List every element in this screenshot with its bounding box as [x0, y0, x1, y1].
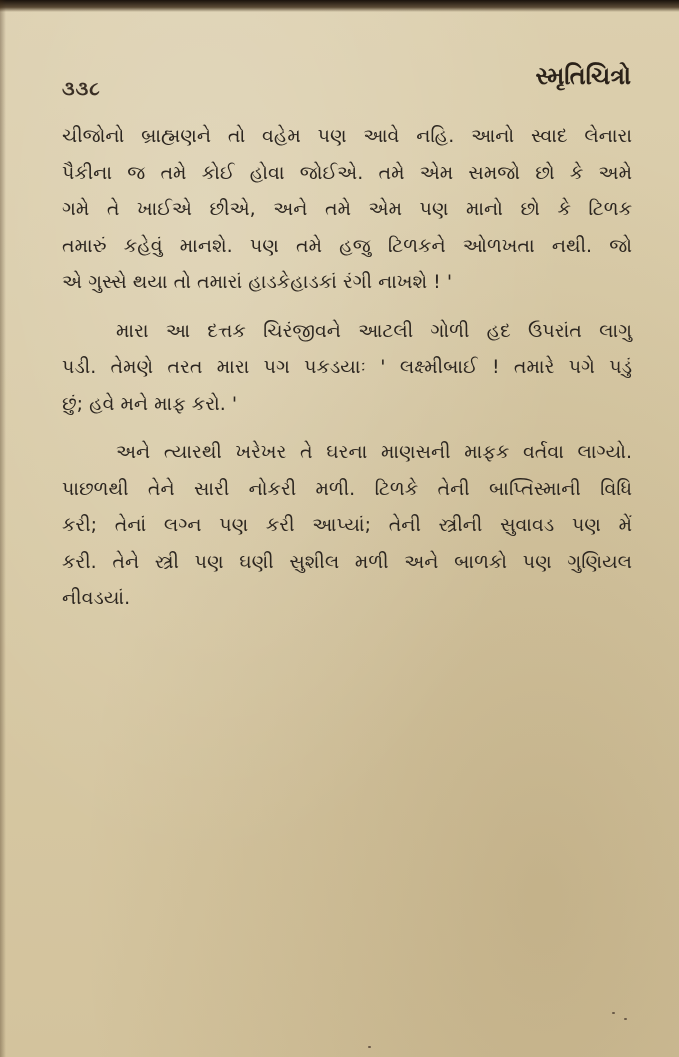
paragraph-3: [62, 434, 632, 617]
paper-speck: [368, 1046, 371, 1048]
text-line: ગમે તે ખાઈએ છીએ, અને તમે એમ પણ માનો છો કે ટિળક: [62, 198, 632, 220]
paragraph-1: [62, 118, 632, 301]
paper-speck: [612, 1012, 615, 1014]
text-line: પૈકીના જ તમે કોઈ હોવા જોઈએ. તમે એમ સમજો છો કે અમે: [62, 161, 632, 184]
page-left-shadow: [0, 0, 6, 1057]
text-line: ચીજોનો બ્રાહ્મણને તો વહેમ પણ આવે નહિ. આનો સ્વાદ લેનારા: [62, 125, 632, 147]
text-line: નીવડયાં.: [62, 587, 131, 609]
text-line: પાછળથી તેને સારી નોકરી મળી. ટિળકે તેની બાપ્તિસ્માની વિધિ: [62, 477, 632, 500]
text-line: મારા આ દત્તક ચિરંજીવને આટલી ગોળી હદ ઉપરાંત લાગુ: [116, 319, 632, 342]
text-line: એ ગુસ્સે થયા તો તમારાં હાડકેહાડકાં રંગી નાખશે ! ': [62, 271, 453, 293]
page-number: ૩૩૮: [62, 78, 101, 100]
paragraph-2: [62, 313, 632, 423]
paper-speck: [624, 1018, 627, 1020]
text-line: પડી. તેમણે તરત મારા પગ પકડયાઃ ' લક્ષ્મીબાઈ ! તમારે પગે પડું: [62, 356, 632, 378]
text-line: છું; હવે મને માફ કરો. ': [62, 392, 238, 415]
text-line: કરી. તેને સ્ત્રી પણ ઘણી સુશીલ મળી અને બાળકો પણ ગુણિયલ: [62, 550, 632, 573]
text-line: કરી; તેનાં લગ્ન પણ કરી આપ્યાં; તેની સ્ત્રીની સુવાવડ પણ મેં: [62, 514, 632, 536]
running-header: સ્મૃતિચિત્રો: [535, 62, 631, 90]
body-text: [62, 118, 632, 617]
page-top-shadow: [0, 0, 679, 12]
text-line: તમારું કહેવું માનશે. પણ તમે હજુ ટિળકને ઓળખતા નથી. જો: [62, 234, 632, 257]
text-line: અને ત્યારથી ખરેખર તે ઘરના માણસની માફક વર્તવા લાગ્યો.: [116, 441, 632, 463]
